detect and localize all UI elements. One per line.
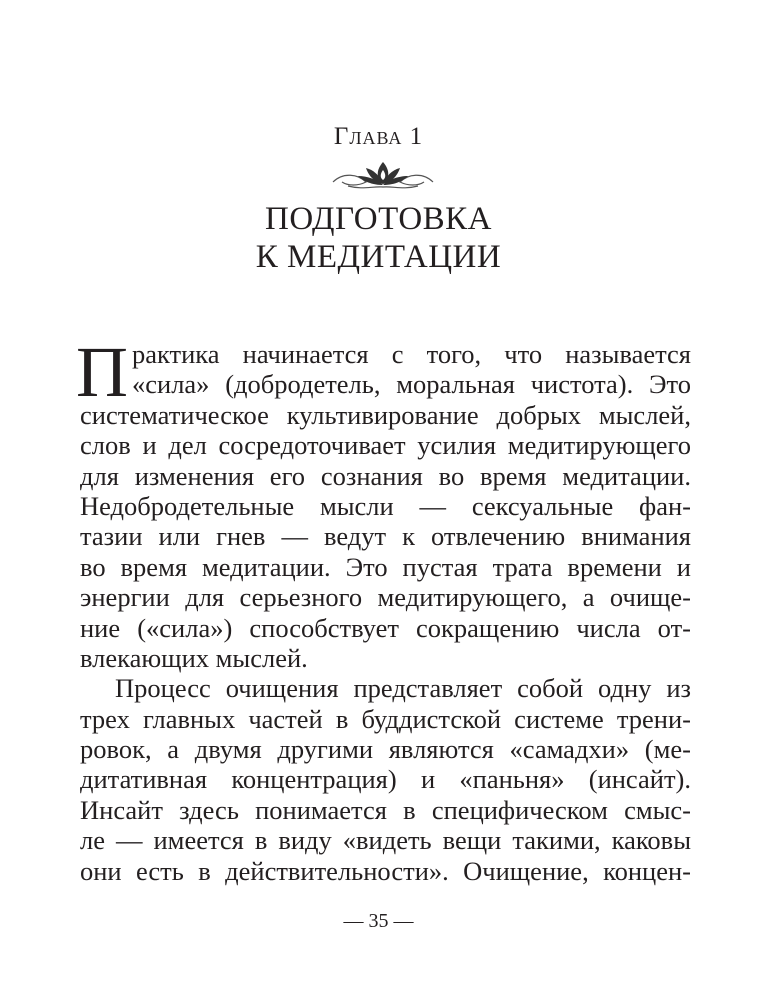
- text-line: «сила» (добродетель, моральная чистота). Это: [132, 369, 691, 400]
- text-line: во время медитации. Это пустая трата времени и: [80, 551, 691, 582]
- text-line: систематическое культивирование добрых мыслей,: [80, 399, 691, 430]
- text-line: они есть в действительности». Очищение, концен-: [80, 855, 691, 886]
- drop-cap: П: [76, 332, 128, 412]
- text-line: влекающих мыслей.: [80, 642, 308, 673]
- text-line: дитативная концентрация) и «паньня» (инсайт).: [80, 764, 691, 795]
- body-text: [76, 332, 691, 886]
- lotus-ornament-icon: [328, 160, 438, 190]
- text-line: ровок, а двумя другими являются «самадхи» (ме-: [80, 734, 691, 765]
- title-line: К МЕДИТАЦИИ: [255, 239, 502, 275]
- text-line: трех главных частей в буддистской системе трени-: [80, 703, 691, 734]
- text-line: рактика начинается с того, что называется: [132, 339, 691, 369]
- text-line: Инсайт здесь понимается в специфическом смыс-: [80, 794, 691, 825]
- text-line: Недобродетельные мысли — сексуальные фан-: [80, 490, 691, 521]
- text-line: Процесс очищения представляет собой одну из: [115, 673, 691, 704]
- text-line: энергии для серьезного медитирующего, а очище-: [80, 582, 691, 613]
- chapter-label: Глава 1: [333, 123, 424, 150]
- text-line: для изменения его сознания во время медитации.: [80, 460, 691, 491]
- text-line: ле — имеется в виду «видеть вещи такими, каковы: [80, 825, 691, 856]
- text-line: слов и дел сосредоточивает усилия медитирующего: [80, 430, 691, 461]
- text-line: ние («сила») способствует сокращению числа от-: [80, 612, 691, 643]
- text-line: тазии или гнев — ведут к отвлечению внимания: [80, 521, 691, 552]
- chapter-title: [0, 200, 757, 276]
- title-line: ПОДГОТОВКА: [264, 201, 493, 237]
- page-number: — 35 —: [343, 910, 414, 932]
